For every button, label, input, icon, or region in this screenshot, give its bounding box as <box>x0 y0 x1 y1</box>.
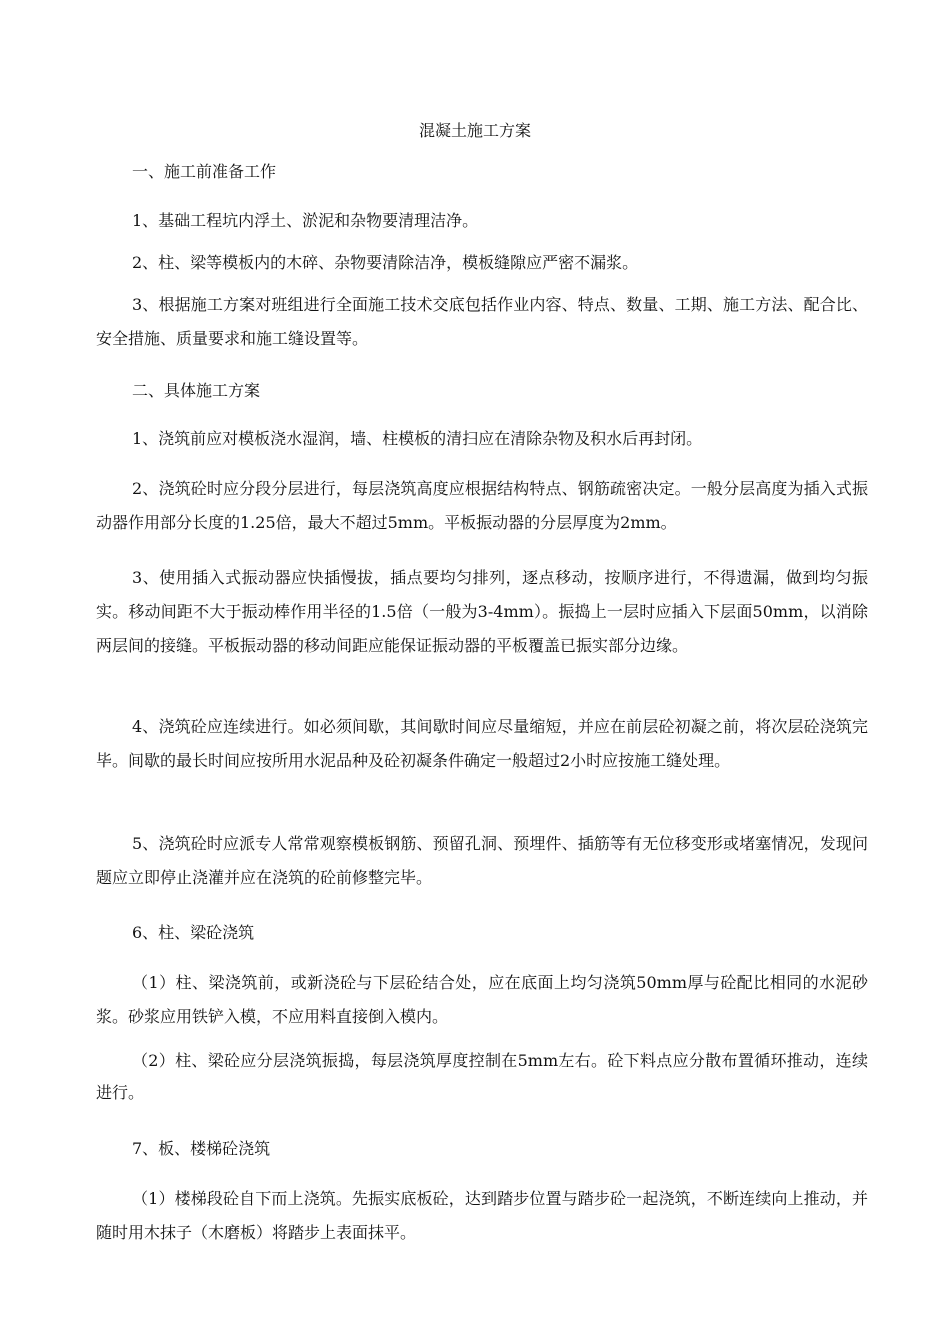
paragraph: （2）柱、梁砼应分层浇筑振捣，每层浇筑厚度控制在5mm左右。砼下料点应分散布置循环推动，连续进行。 <box>96 1051 868 1102</box>
paragraph: 1、浇筑前应对模板浇水湿润，墙、柱模板的清扫应在清除杂物及积水后再封闭。 <box>132 429 703 448</box>
paragraph: 2、柱、梁等模板内的木碎、杂物要清除洁净，模板缝隙应严密不漏浆。 <box>132 253 639 272</box>
paragraph: （1）柱、梁浇筑前，或新浇砼与下层砼结合处，应在底面上均匀浇筑50mm厚与砼配比相同的水泥砂浆。砂浆应用铁铲入模，不应用料直接倒入模内。 <box>96 973 868 1026</box>
subsection-heading: 6、柱、梁砼浇筑 <box>132 923 255 942</box>
paragraph: （1）楼梯段砼自下而上浇筑。先振实底板砼，达到踏步位置与踏步砼一起浇筑，不断连续向上推动，并随时用木抹子（木磨板）将踏步上表面抹平。 <box>96 1189 868 1242</box>
section-heading: 一、施工前准备工作 <box>132 162 277 181</box>
section-heading: 二、具体施工方案 <box>132 381 261 400</box>
paragraph: 3、根据施工方案对班组进行全面施工技术交底包括作业内容、特点、数量、工期、施工方法、配合比、安全措施、质量要求和施工缝设置等。 <box>96 295 868 348</box>
document-title: 混凝土施工方案 <box>418 121 531 140</box>
paragraph: 5、浇筑砼时应派专人常常观察模板钢筋、预留孔洞、预埋件、插筋等有无位移变形或堵塞情况，发现问题应立即停止浇灌并应在浇筑的砼前修整完毕。 <box>96 834 868 887</box>
subsection-heading: 7、板、楼梯砼浇筑 <box>132 1139 271 1158</box>
paragraph: 3、使用插入式振动器应快插慢拔，插点要均匀排列，逐点移动，按顺序进行，不得遗漏，做到均匀振实。移动间距不大于振动棒作用半径的1.5倍（一般为3-4mm）。振捣上一层时应插入下层面50mm，以消除两层间的接缝。平板振动器的移动间距应能保证振动器的平板覆盖已振实部分边缘。 <box>96 568 868 655</box>
paragraph: 2、浇筑砼时应分段分层进行，每层浇筑高度应根据结构特点、钢筋疏密决定。一般分层高度为插入式振动器作用部分长度的1.25倍，最大不超过5mm。平板振动器的分层厚度为2mm。 <box>96 479 868 532</box>
paragraph: 1、基础工程坑内浮土、淤泥和杂物要清理洁净。 <box>132 211 479 230</box>
paragraph: 4、浇筑砼应连续进行。如必须间歇，其间歇时间应尽量缩短，并应在前层砼初凝之前，将次层砼浇筑完毕。间歇的最长时间应按所用水泥品种及砼初凝条件确定一般超过2小时应按施工缝处理。 <box>96 717 868 770</box>
